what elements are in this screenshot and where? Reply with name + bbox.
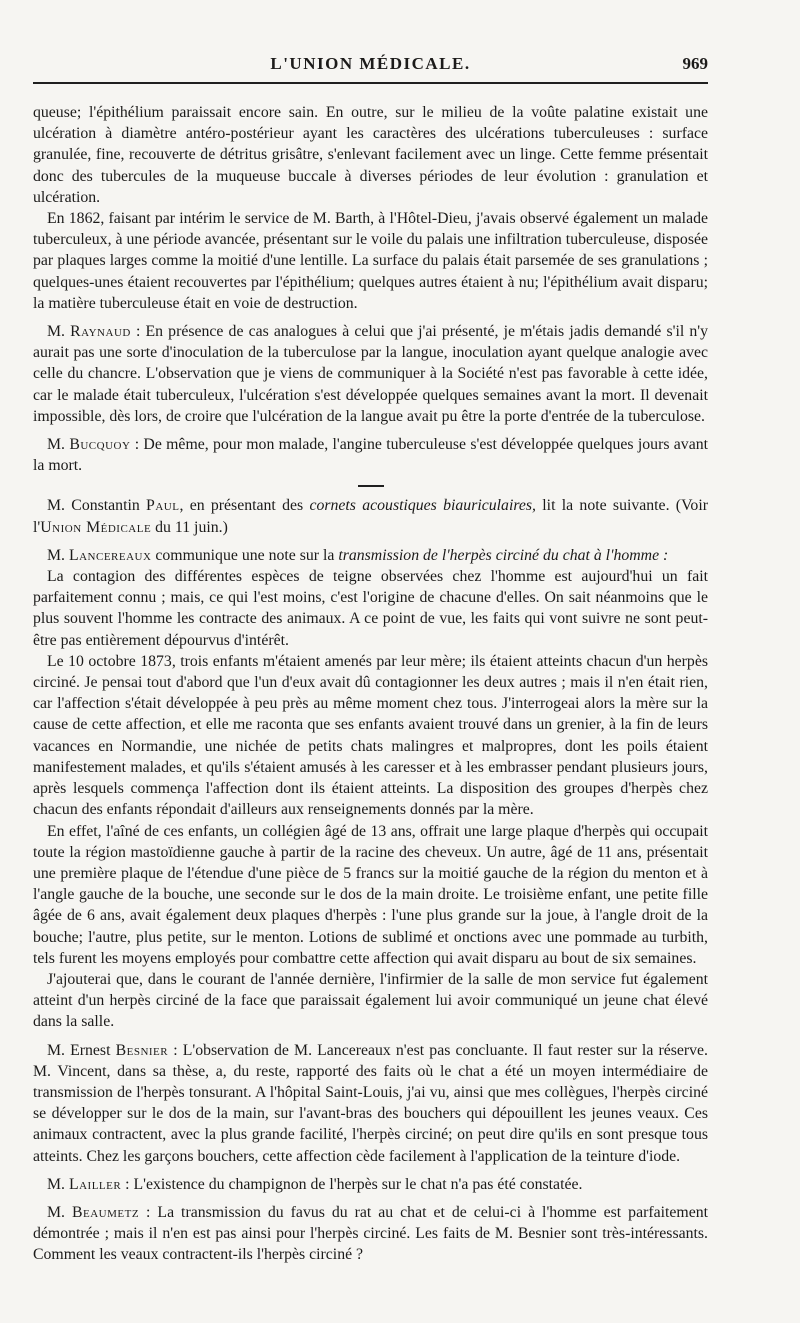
speaker-name: Raynaud <box>70 323 131 341</box>
paragraph-text: : L'existence du champignon de l'herpès sur le chat n'a pas été constatée. <box>121 1175 583 1193</box>
speaker-name: Paul <box>146 497 180 515</box>
paragraph: Le 10 octobre 1873, trois enfants m'étaient amenés par leur mère; ils étaient atteints chacun d'un herpès circiné. Je pensai tout d'abord que l'un d'eux avait dû contagionner les deux autres ; mais il n'en était rien, car l'affection s'était développée à peu près au même moment chez tous. J'interrogeai alors la mère sur la cause de cette affection, et elle me raconta que ses enfants avaient trouvé dans un grenier, à la fin de leurs vacances en Normandie, une nichée de petits chats malingres et malpropres, dont les poils étaient manifestement malades, et qu'ils s'étaient amusés à les caresser et à les embrasser pendant plusieurs jours, après lesquels commença l'affection dont ils étaient atteints. La disposition des groupes d'herpès chez chacun des enfants répondait d'ailleurs aux renseignements donnés par la mère. <box>33 652 708 819</box>
paragraph: En 1862, faisant par intérim le service de M. Barth, à l'Hôtel-Dieu, j'avais observé également un malade tuberculeux, à une période avancée, présentant sur le voile du palais une infiltration tuberculeuse, disposée par plaques larges comme la moitié d'une lentille. La surface du palais était parsemée de ses granulations ; quelques-unes étaient recouvertes par l'épithélium; quelques autres étaient à nu; l'épithélium avait disparu; la matière tuberculeuse était en voie de destruction. <box>33 210 708 312</box>
paragraph: queuse; l'épithélium paraissait encore sain. En outre, sur le milieu de la voûte palatine existait une ulcération à diamètre antéro-postérieur ayant les caractères des ulcérations tuberculeuses : surface granulée, fine, recouverte de détritus grisâtre, s'enlevant facilement avec un linge. Cette femme présentait donc des tubercules de la muqueuse buccale à diverses périodes de leur évolution : granulation et ulcération. <box>33 104 708 206</box>
speaker-name: Besnier <box>115 1041 169 1059</box>
speaker-prefix: M. <box>47 546 65 564</box>
paragraph: J'ajouterai que, dans le courant de l'année dernière, l'infirmier de la salle de mon service fut également atteint d'un herpès circiné de la face que paraissait également lui avoir communiqué un jeune chat élevé dans la salle. <box>33 970 708 1031</box>
paragraph <box>33 1040 708 1167</box>
paragraph-text: : La transmission du favus du rat au chat et de celui-ci à l'homme est parfaitement démontrée ; mais il n'en est pas ainsi pour l'herpès circiné. Les faits de M. Besnier sont très-intéressants. Comment les veaux contractent-ils l'herpès circiné ? <box>33 1203 708 1264</box>
speaker-name: Bucquoy <box>69 436 131 454</box>
paragraph-text: lit la note suivante. (Voir l' <box>33 497 708 536</box>
paragraph <box>33 545 708 566</box>
page-number: 969 <box>682 54 708 73</box>
article-body <box>33 102 708 1266</box>
paragraph-text: : L'observation de M. Lancereaux n'est pas concluante. Il faut rester sur la réserve. M. Vincent, dans sa thèse, a, du reste, rapporté des faits où le chat a été un moyen intermédiaire de transmission de l'herpès tonsurant. A l'hôpital Saint-Louis, j'ai vu, ainsi que mes collègues, l'herpès circiné se développer sur le dos de la main, sur l'avant-bras des bouchers qui dépouillent les jeunes veaux. Ces animaux contractent, avec la plus grande facilité, l'herpès circiné; on peut dire qu'ils en sont presque tous atteints. Chez les garçons bouchers, cette affection cède facilement à l'application de la teinture d'iode. <box>33 1041 708 1165</box>
speaker-prefix: M. <box>47 323 65 341</box>
speaker-name: Lancereaux <box>68 546 152 564</box>
paragraph <box>33 321 708 427</box>
paragraph-text: , en présentant des <box>179 497 310 515</box>
paragraph-text: du 11 juin.) <box>151 518 228 536</box>
paragraph-text: communique une note sur la <box>151 546 339 564</box>
speaker-prefix: M. <box>47 1175 65 1193</box>
speaker-prefix: M. Constantin <box>47 497 140 515</box>
section-separator <box>358 485 384 487</box>
paragraph: En effet, l'aîné de ces enfants, un collégien âgé de 13 ans, offrait une large plaque d'herpès qui occupait toute la région mastoïdienne gauche à partir de la racine des cheveux. Un autre, âgé de 11 ans, présentait une première plaque de l'étendue d'une pièce de 5 francs sur la moitié gauche de la région du menton et à l'angle gauche de la bouche, une seconde sur le dos de la main droite. Le troisième enfant, une petite fille âgée de 6 ans, avait également deux plaques d'herpès : l'une plus grande sur la joue, à l'angle droit de la bouche; l'autre, plus petite, sur le menton. Lotions de sublimé et onctions avec une pommade au turbith, tels furent les moyens employés pour combattre cette affection qui avait disparu au bout de six semaines. <box>33 822 708 967</box>
paragraph-text: : De même, pour mon malade, l'angine tuberculeuse s'est développée quelques jours avant la mort. <box>33 436 708 475</box>
speaker-prefix: M. <box>47 1203 65 1221</box>
paragraph-text: : En présence de cas analogues à celui que j'ai présenté, je m'étais jadis demandé s'il n'y aurait pas une sorte d'inoculation de la tuberculose par la langue, inoculation ayant quelque analogie avec celle du chancre. L'observation que je viens de communiquer à la Société n'est pas favorable à cette idée, car le malade était tuberculeux, l'ulcération s'est développée quelques semaines avant la mort. Il devenait impossible, dès lors, de croire que l'ulcération de la langue avait pu être la porte d'entrée de la tuberculose. <box>33 323 708 425</box>
paragraph <box>33 1174 708 1195</box>
italic-title: transmission de l'herpès circiné du chat à l'homme : <box>338 546 669 564</box>
speaker-prefix: M. <box>47 436 65 454</box>
speaker-name: Beaumetz <box>71 1203 140 1221</box>
italic-title: cornets acoustiques biauriculaires, <box>309 497 536 515</box>
paragraph: La contagion des différentes espèces de teigne observées chez l'homme est aujourd'hui un fait parfaitement connu ; mais, ce qui l'est moins, c'est l'origine de chacune d'elles. On sait néanmoins que le plus souvent l'homme les contracte des animaux. A ce point de vue, les faits qui vont suivre ne sont peut-être pas entièrement dépourvus d'intérêt. <box>33 568 708 649</box>
journal-reference: Union Médicale <box>40 518 152 536</box>
journal-title: L'UNION MÉDICALE. <box>270 54 471 73</box>
paragraph <box>33 1202 708 1266</box>
paragraph <box>33 434 708 476</box>
speaker-prefix: M. Ernest <box>47 1041 111 1059</box>
paragraph <box>33 495 708 537</box>
running-header <box>33 48 708 84</box>
speaker-name: Lailler <box>68 1175 122 1193</box>
